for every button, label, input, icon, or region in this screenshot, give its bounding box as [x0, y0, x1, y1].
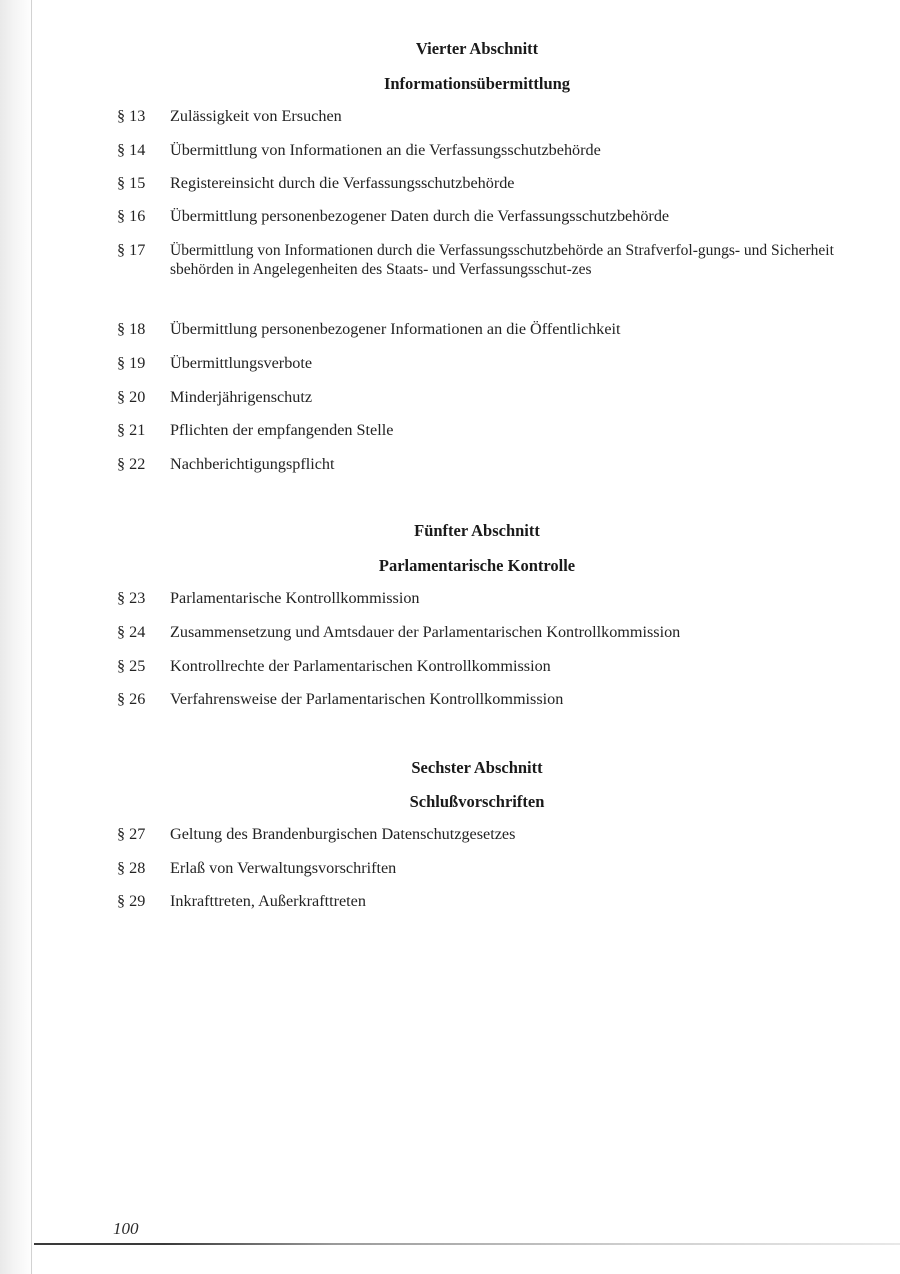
toc-item-number: § 22 — [117, 455, 146, 473]
toc-item-number: § 28 — [117, 859, 146, 877]
toc-item-title: Übermittlung personenbezogener Daten durch die Verfassungsschutzbehörde — [170, 207, 670, 225]
toc-item-number: § 13 — [117, 107, 146, 125]
toc-item-number: § 20 — [117, 388, 146, 406]
toc-item-number: § 19 — [117, 354, 146, 372]
toc-item-title: Kontrollrechte der Parlamentarischen Kontrollkommission — [170, 657, 551, 675]
toc-item-number: § 18 — [117, 320, 146, 338]
toc-item-title: Übermittlung personenbezogener Informationen an die Öffentlichkeit — [170, 320, 621, 338]
toc-item-title: Geltung des Brandenburgischen Datenschutzgesetzes — [170, 825, 516, 843]
toc-item-title: Inkrafttreten, Außerkrafttreten — [170, 892, 366, 910]
section-6-subtitle: Schlußvorschriften — [409, 792, 545, 811]
toc-item-title: Übermittlung von Informationen durch die Verfassungsschutzbehörde an Strafverfol-gungs- und Sicherheitsbehörden in Angelegenheiten des Staats- und Verfassungsschut-zes — [170, 242, 834, 278]
toc-item-title: Minderjährigenschutz — [170, 388, 313, 406]
toc-item-number: § 16 — [117, 207, 146, 225]
toc-item-title: Zulässigkeit von Ersuchen — [170, 107, 342, 125]
toc-item-title: Registereinsicht durch die Verfassungsschutzbehörde — [170, 174, 515, 192]
page-number: 100 — [113, 1219, 139, 1238]
section-6-title: Sechster Abschnitt — [411, 758, 543, 777]
toc-item-number: § 23 — [117, 589, 146, 607]
section-5-title: Fünfter Abschnitt — [414, 521, 540, 540]
section-4-subtitle: Informationsübermittlung — [383, 74, 571, 93]
toc-item-number: § 27 — [117, 825, 146, 843]
toc-item-title: Parlamentarische Kontrollkommission — [170, 589, 420, 607]
toc-item-number: § 21 — [117, 421, 146, 439]
toc-item-number: § 14 — [117, 141, 146, 159]
toc-item-title: Nachberichtigungspflicht — [170, 455, 335, 473]
toc-item-17 — [117, 241, 837, 301]
toc-item-number: § 24 — [117, 623, 146, 641]
scan-left-edge — [0, 0, 34, 1274]
toc-item-number: § 29 — [117, 892, 146, 910]
toc-item-title: Übermittlung von Informationen an die Verfassungsschutzbehörde — [170, 141, 601, 159]
toc-item-number: § 15 — [117, 174, 146, 192]
toc-item-number: § 25 — [117, 657, 146, 675]
toc-item-title: Zusammensetzung und Amtsdauer der Parlamentarischen Kontrollkommission — [170, 623, 681, 641]
section-5-subtitle: Parlamentarische Kontrolle — [378, 556, 576, 575]
toc-item-title: Verfahrensweise der Parlamentarischen Kontrollkommission — [170, 690, 564, 708]
toc-item-number: § 17 — [117, 241, 146, 259]
scan-bottom-line — [34, 1243, 900, 1245]
toc-item-title: Erlaß von Verwaltungsvorschriften — [170, 859, 397, 877]
toc-item-number: § 26 — [117, 690, 146, 708]
scan-left-line — [31, 0, 32, 1274]
section-4-title: Vierter Abschnitt — [415, 39, 539, 58]
toc-item-title: Übermittlungsverbote — [170, 354, 313, 372]
toc-item-title: Pflichten der empfangenden Stelle — [170, 421, 394, 439]
